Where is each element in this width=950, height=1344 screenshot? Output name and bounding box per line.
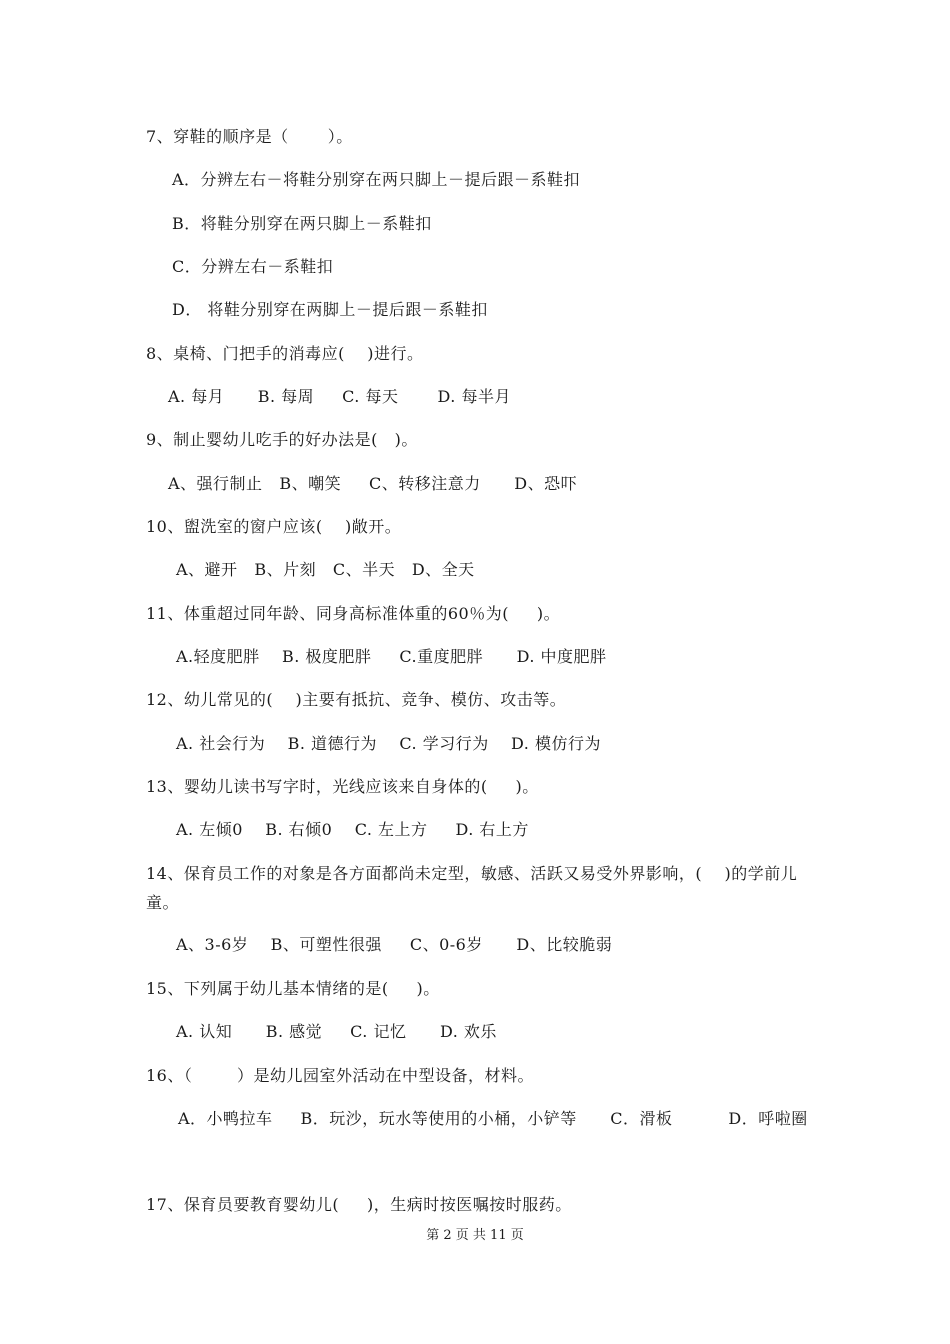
q7-option-b: B．将鞋分别穿在两只脚上－系鞋扣 xyxy=(172,214,432,233)
q13-options: A. 左倾0 B. 右倾0 C. 左上方 D. 右上方 xyxy=(176,820,529,839)
q7-option-c: C．分辨左右－系鞋扣 xyxy=(172,257,334,276)
q17-stem: 17、保育员要教育婴幼儿( )，生病时按医嘱按时服药。 xyxy=(146,1195,572,1214)
q9-stem: 9、制止婴幼儿吃手的好办法是( )。 xyxy=(146,430,418,449)
q11-options: A.轻度肥胖 B. 极度肥胖 C.重度肥胖 D. 中度肥胖 xyxy=(176,647,607,666)
q16-options: A．小鸭拉车 B．玩沙，玩水等使用的小桶，小铲等 C．滑板 D．呼啦圈 xyxy=(178,1109,808,1128)
q7-option-d: D． 将鞋分别穿在两脚上－提后跟－系鞋扣 xyxy=(172,300,488,319)
q15-options: A. 认知 B. 感觉 C. 记忆 D. 欢乐 xyxy=(176,1022,497,1041)
q13-stem: 13、婴幼儿读书写字时，光线应该来自身体的( )。 xyxy=(146,777,539,796)
q11-stem: 11、体重超过同年龄、同身高标准体重的60％为( )。 xyxy=(146,604,561,623)
q15-stem: 15、下列属于幼儿基本情绪的是( )。 xyxy=(146,979,440,998)
q10-options: A、避开 B、片刻 C、半天 D、全天 xyxy=(176,560,475,579)
q7-option-a: A．分辨左右－将鞋分别穿在两只脚上－提后跟－系鞋扣 xyxy=(172,170,581,189)
q12-stem: 12、幼儿常见的( )主要有抵抗、竞争、模仿、攻击等。 xyxy=(146,690,567,709)
q14-stem-line1: 14、保育员工作的对象是各方面都尚未定型，敏感、活跃又易受外界影响，( )的学前儿 xyxy=(146,864,798,883)
q8-options: A. 每月 B. 每周 C. 每天 D. 每半月 xyxy=(168,387,511,406)
q8-stem: 8、桌椅、门把手的消毒应( )进行。 xyxy=(146,344,424,363)
q14-stem-line2: 童。 xyxy=(146,893,180,912)
page-footer: 第 2 页 共 11 页 xyxy=(426,1228,524,1243)
q9-options: A、强行制止 B、嘲笑 C、转移注意力 D、恐吓 xyxy=(168,474,578,493)
q14-options: A、3-6岁 B、可塑性很强 C、0-6岁 D、比较脆弱 xyxy=(176,935,613,954)
q12-options: A. 社会行为 B. 道德行为 C. 学习行为 D. 模仿行为 xyxy=(176,734,601,753)
q7-stem: 7、穿鞋的顺序是（ ）。 xyxy=(146,127,353,146)
q16-stem: 16、（ ）是幼儿园室外活动在中型设备，材料。 xyxy=(146,1066,535,1085)
q10-stem: 10、盥洗室的窗户应该( )敞开。 xyxy=(146,517,402,536)
